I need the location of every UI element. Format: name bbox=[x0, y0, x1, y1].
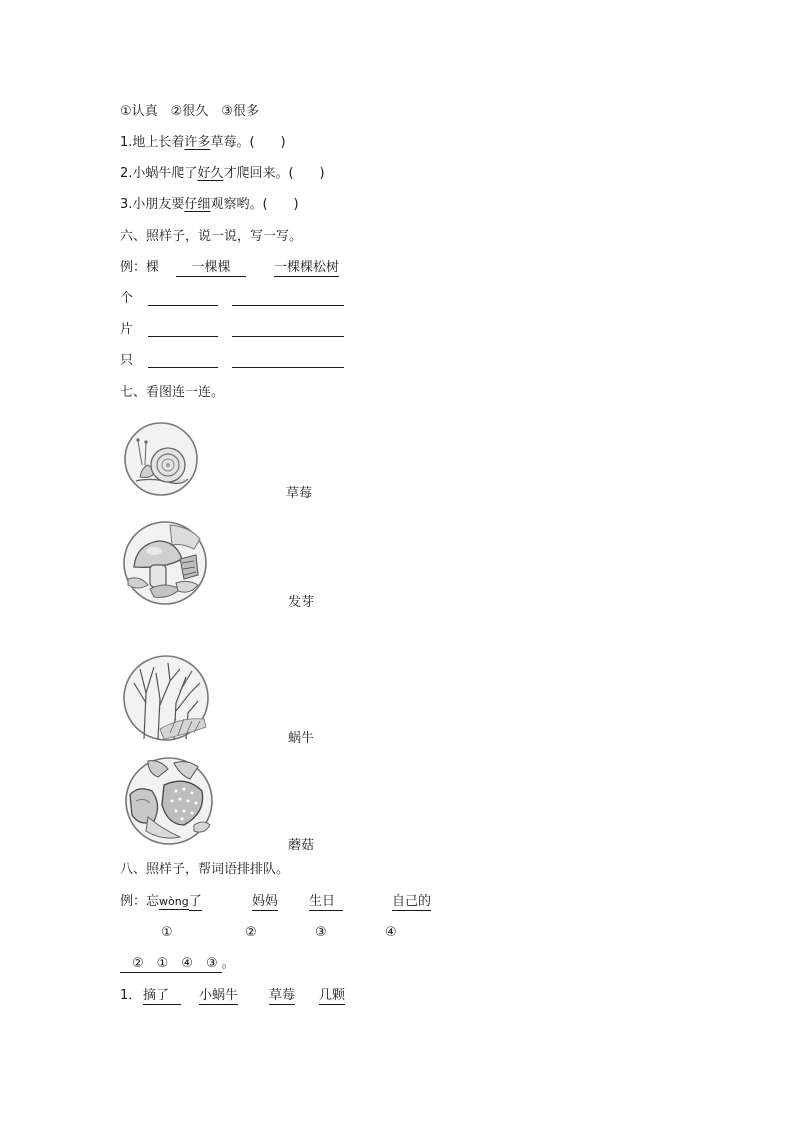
replace-item-1 bbox=[120, 135, 286, 151]
q1-word-1[interactable]: 摘了 bbox=[143, 988, 181, 1004]
word-strawberry[interactable]: 草莓 bbox=[286, 486, 313, 501]
section8-example-answer bbox=[120, 956, 235, 972]
circle-number-3: ③ bbox=[315, 925, 327, 940]
example-suffix: 了 bbox=[188, 894, 202, 909]
strawberry-picture[interactable] bbox=[122, 755, 216, 847]
blank-line[interactable] bbox=[148, 367, 218, 368]
example-prefix: 例：忘 bbox=[120, 894, 160, 909]
section6-example-answer1: 一棵棵 bbox=[176, 260, 246, 277]
section8-example bbox=[120, 894, 202, 910]
replace-item-2 bbox=[120, 166, 325, 182]
q1-word-3[interactable]: 草莓 bbox=[269, 988, 296, 1003]
section6-row-label: 只 bbox=[120, 353, 134, 368]
item-text-post: 草莓。( ) bbox=[210, 135, 286, 150]
example-pinyin: wòng bbox=[159, 895, 189, 908]
replace-item-3 bbox=[120, 197, 299, 213]
underlined-word: 仔细 bbox=[184, 197, 211, 212]
section6-example-answer2: 一棵棵松树 bbox=[274, 260, 340, 275]
item-text-pre: 小蜗牛爬了 bbox=[132, 166, 198, 181]
item-number: 2. bbox=[120, 166, 133, 181]
blank-line[interactable] bbox=[148, 336, 218, 337]
item-text-post: 才爬回来。( ) bbox=[223, 166, 325, 181]
tree-picture[interactable] bbox=[120, 653, 212, 743]
answer-order: ② ① ④ ③ bbox=[120, 956, 222, 973]
section6-title: 六、照样子，说一说，写一写。 bbox=[120, 229, 303, 244]
underlined-word: 许多 bbox=[184, 135, 211, 150]
example-word-1: 妈妈 bbox=[252, 894, 279, 909]
circle-number-2: ② bbox=[245, 925, 257, 940]
mushroom-picture[interactable] bbox=[120, 519, 210, 607]
section8-title: 八、照样子，帮词语排排队。 bbox=[120, 862, 290, 877]
q1-word-4[interactable]: 几颗 bbox=[319, 988, 346, 1003]
q1-word-2[interactable]: 小蜗牛 bbox=[199, 988, 239, 1003]
question-1-number: 1． bbox=[120, 988, 142, 1003]
options-line: ①认真 ②很久 ③很多 bbox=[120, 104, 259, 119]
section6-row-label: 个 bbox=[120, 291, 134, 306]
snail-picture[interactable] bbox=[122, 419, 200, 499]
blank-line[interactable] bbox=[232, 336, 344, 337]
section6-row-label: 片 bbox=[120, 322, 134, 337]
item-number: 1. bbox=[120, 135, 133, 150]
example-word-2: 生日 bbox=[309, 894, 343, 910]
item-text-pre: 地上长着 bbox=[132, 135, 185, 150]
underlined-word: 好久 bbox=[197, 166, 224, 181]
item-text-post: 观察哟。( ) bbox=[210, 197, 299, 212]
section7-title: 七、看图连一连。 bbox=[120, 385, 225, 400]
answer-end: 。 bbox=[221, 956, 235, 971]
word-sprout[interactable]: 发芽 bbox=[288, 595, 315, 610]
word-snail[interactable]: 蜗牛 bbox=[288, 731, 315, 746]
word-mushroom[interactable]: 蘑菇 bbox=[288, 838, 315, 853]
blank-line[interactable] bbox=[232, 367, 344, 368]
example-word-3: 自己的 bbox=[392, 894, 432, 909]
item-number: 3. bbox=[120, 197, 133, 212]
blank-line[interactable] bbox=[232, 305, 344, 306]
circle-number-1: ① bbox=[161, 925, 173, 940]
section6-example-label: 例：棵 bbox=[120, 260, 160, 275]
item-text-pre: 小朋友要 bbox=[132, 197, 185, 212]
circle-number-4: ④ bbox=[385, 925, 397, 940]
blank-line[interactable] bbox=[148, 305, 218, 306]
